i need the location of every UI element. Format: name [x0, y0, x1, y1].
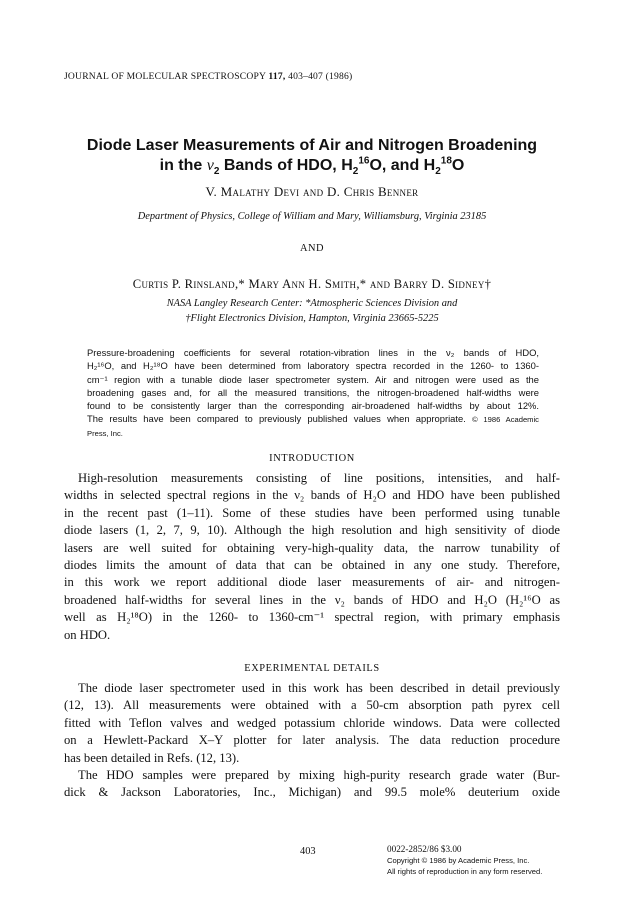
body-line: well as H₂¹⁸O) in the 1260- to 1360-cm⁻¹ spectral region, with primary emphasis [64, 610, 560, 625]
abstract-line: Press, Inc. [87, 428, 123, 438]
abstract [87, 346, 539, 440]
abstract-line: H₂¹⁶O, and H₂¹⁸O have been determined from laboratory spectra recorded in the 1260- to 1360- [87, 360, 539, 372]
authors-group-1: V. Malathy Devi and D. Chris Benner [205, 184, 419, 199]
footer-rights: All rights of reproduction in any form reserved. [387, 867, 543, 876]
and-separator: AND [299, 243, 324, 254]
body-line: on a Hewlett-Packard X–Y plotter for later analysis. The data reduction procedure [64, 733, 560, 748]
body-line: The diode laser spectrometer used in this work has been described in detail previously [78, 681, 560, 695]
introduction-body [64, 470, 560, 644]
section-heading-introduction: INTRODUCTION [269, 453, 355, 464]
body-line: in the recent past (1–11). Some of these studies have been performed using tunable [64, 505, 560, 520]
abstract-line: broadening gases and, for all the measured transitions, the nitrogen-broadened half-widths were [87, 386, 539, 398]
affiliation-2-line-1: NASA Langley Research Center: *Atmospheric Sciences Division and [166, 298, 458, 309]
footer-copyright: Copyright © 1986 by Academic Press, Inc. [387, 856, 530, 865]
body-line: diodes limits the amount of data that can be obtained in any one study. Therefore, [64, 558, 560, 573]
paper-title [40, 136, 584, 176]
body-line: High-resolution measurements consisting of line positions, intensities, and half- [78, 471, 560, 485]
title-line-1: Diode Laser Measurements of Air and Nitrogen Broadening [86, 137, 538, 154]
affiliation-1: Department of Physics, College of William and Mary, Williamsburg, Virginia 23185 [137, 211, 487, 222]
footer-price: 0022-2852/86 $3.00 [387, 844, 462, 854]
body-line: dick & Jackson Laboratories, Inc., Michigan) and 99.5 mole% deuterium oxide [64, 785, 560, 800]
title-line-2: in the $\nu_2$ Bands of HDO, $H_2^{16}O$, and $H_2^{18}O$ [159, 155, 465, 178]
body-line: diode lasers (1, 2, 7, 9, 10). Although the high resolution and high sensitivity of diode [64, 523, 560, 538]
body-line: The HDO samples were prepared by mixing high-purity research grade water (Bur- [78, 768, 560, 783]
journal-name: JOURNAL OF MOLECULAR SPECTROSCOPY [64, 71, 266, 82]
body-line: widths in selected spectral regions in the ν₂ bands of H₂O and HDO have been published [64, 488, 560, 503]
experimental-body [64, 680, 560, 802]
body-line: in this work we report additional diode laser measurements of air- and nitrogen- [64, 575, 560, 590]
journal-volume: 117, [268, 71, 286, 82]
abstract-copyright: © 1986 Academic [472, 415, 539, 425]
journal-header [64, 71, 564, 82]
journal-pages-year: 403–407 (1986) [288, 71, 353, 82]
affiliation-2-line-2: †Flight Electronics Division, Hampton, Virginia 23665-5225 [185, 313, 439, 324]
copyright-footer [387, 844, 542, 877]
section-heading-experimental: EXPERIMENTAL DETAILS [244, 663, 380, 674]
body-line: broadened half-widths for several lines in the ν₂ bands of HDO and H₂O (H₂¹⁶O as [64, 592, 560, 607]
body-line: (12, 13). All measurements were obtained with a 50-cm absorption path pyrex cell [64, 698, 560, 713]
abstract-line: Pressure-broadening coefficients for several rotation-vibration lines in the ν₂ bands of HDO, [87, 347, 539, 358]
body-line: has been detailed in Refs. (12, 13). [64, 750, 240, 765]
authors-group-2: Curtis P. Rinsland,* Mary Ann H. Smith,* and Barry D. Sidney† [132, 277, 492, 291]
body-line: on HDO. [64, 627, 111, 642]
page-number: 403 [300, 846, 316, 857]
body-line: fitted with Teflon valves and wedged potassium chloride windows. Data were collected [64, 715, 560, 730]
abstract-line: cm⁻¹ region with a tunable diode laser spectrometer system. Air and nitrogen were used as the [87, 373, 539, 385]
abstract-line-with-copyright: The results have been compared to previously published values when appropriate. © 1986 Academic [87, 413, 539, 425]
abstract-line: found to be consistently larger than the corresponding air-broadened half-widths by about 12%. [87, 400, 539, 412]
body-line: lasers are well suited for obtaining very-high-quality data, the narrow tunability of [64, 540, 560, 555]
